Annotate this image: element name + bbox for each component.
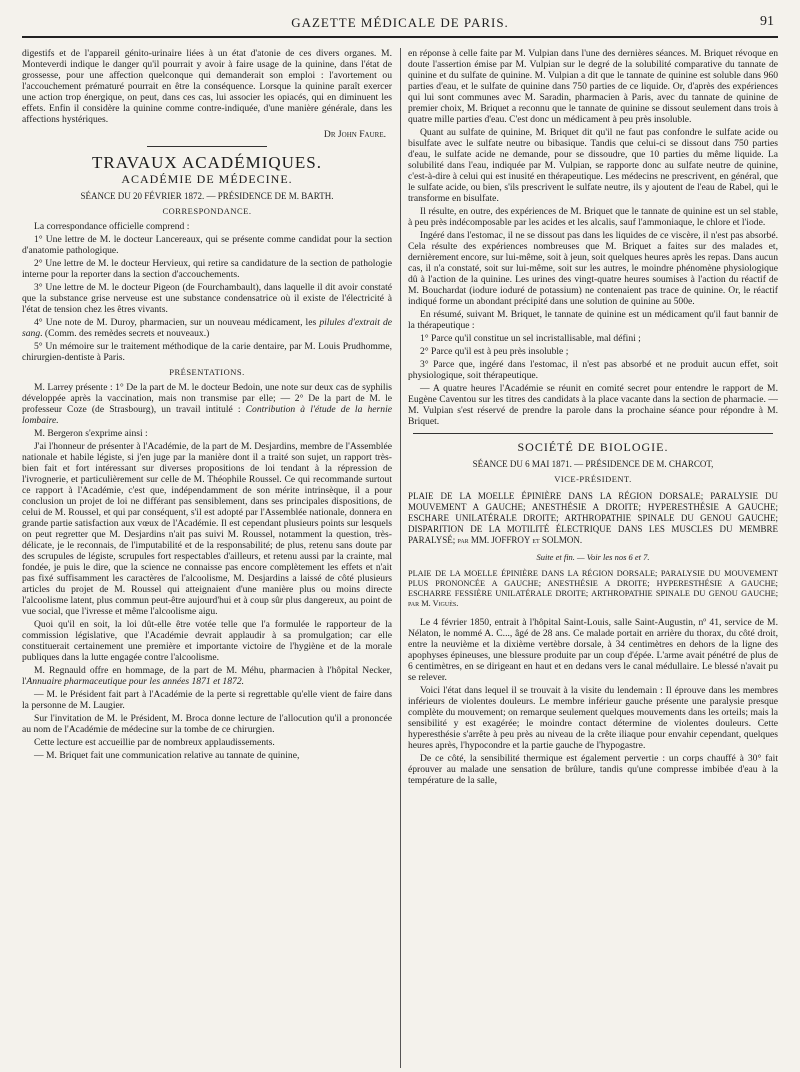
paragraph: en réponse à celle faite par M. Vulpian dans l'une des dernières séances. M. Briquet révoque en doute l'assertion émise par M. Vulpian sur le degré de la solubilité comparative du tannate de quinine et du sulfate de quinine. M. Vulpian a dit que le tannate de quinine est soluble dans 960 parties d'eau, et le sulfate de quinine dans 750 parties de ce liquide. Or, d'après des expériences qui lui sont communes avec M. Saradin, pharmacien à Paris, avec du tannate de quinine de premier choix, M. Briquet a reconnu que le tannate de quinine se dissout seulement dans trois à quatre mille parties d'eau. C'est donc un médicament à peu près insoluble. xyxy=(408,48,778,125)
paragraph: — A quatre heures l'Académie se réunit en comité secret pour entendre le rapport de M. Eugène Caventou sur les titres des candidats à la place vacante dans la section de pharmacie. — M. Vulpian s'est réservé de prendre la parole dans la prochaine séance pour répondre à M. Briquet. xyxy=(408,383,778,427)
divider xyxy=(413,433,773,434)
paragraph: 2° Une lettre de M. le docteur Hervieux, qui retire sa candidature de la section de pathologie interne pour la reporter dans la section d'accouchements. xyxy=(22,258,392,280)
italic-title: Contribution à l'étude de la hernie lombaire. xyxy=(22,404,392,426)
society-title: SOCIÉTÉ DE BIOLOGIE. xyxy=(517,440,669,454)
paragraph: Voici l'état dans lequel il se trouvait à la visite du lendemain : Il éprouve dans les membres inférieurs de violentes douleurs. Le membre inférieur gauche présente une paralysie presque complète du mouvement; on remarque seulement quelques mouvements dans les orteils; mais la sensibilité y est exagérée; le moindre contact détermine de violentes douleurs. Cette hyperesthésie s'arrête à peu près au niveau de la crête iliaque pour envahir cependant, quelques heures après, l'hypocondre et la partie gauche de l'hypogastre. xyxy=(408,685,778,751)
section-title: TRAVAUX ACADÉMIQUES. xyxy=(91,153,322,172)
paragraph: De ce côté, la sensibilité thermique est également pervertie : un corps chauffé à 30° fait éprouver au malade une sensation de brûlure, tandis qu'une compresse imbibée d'eau à la température de la salle, xyxy=(408,753,778,786)
paragraph: — M. Briquet fait une communication relative au tannate de quinine, xyxy=(34,750,300,761)
paragraph: 1° Une lettre de M. le docteur Lancereaux, qui se présente comme candidat pour la section d'anatomie pathologique. xyxy=(22,234,392,256)
paragraph: Sur l'invitation de M. le Président, M. Broca donne lecture de l'allocution qu'il a prononcée au nom de l'Académie de médecine sur la tombe de ce chirurgien. xyxy=(22,713,392,735)
paragraph: Ingéré dans l'estomac, il ne se dissout pas dans les liquides de ce viscère, il n'est pas absorbé. Cela résulte des expériences nombreuses que M. Briquet a faites sur des malades et, dernièrement encore, sur lui-même, soit à jeun, soit quelques heures après les repas. Dans aucun cas, il n'a constaté, soit sur lui-même, soit sur les autres, le moindre phénomène physiologique dû à l'action de la quinine. Les urines des vingt-quatre heures soumises à l'action du réactif de M. Bouchardat (iodure ioduré de potassium) ne contenaient pas trace de quinine. Or, le réactif indiqué forme un abondant précipité dans une solution de quinine au 500e. xyxy=(408,230,778,307)
paragraph: Le 4 février 1850, entrait à l'hôpital Saint-Louis, salle Saint-Augustin, nº 41, service de M. Nélaton, le nommé A. C..., âgé de 28 ans. Ce malade portait en arrière du thorax, du côté droit, entre la neuvième et la dixième vertèbre dorsale, à 34 centimètres en dehors de la ligne des apophyses épineuses, une blessure produite par un coup d'épée. L'arme avait pénétré de plus de 6 centimètres, en se dirigeant en haut et en dedans vers le canal médullaire. Le blessé n'avait pu se relever. xyxy=(408,617,778,683)
vice-president-line: VICE-PRÉSIDENT. xyxy=(554,474,632,484)
paragraph: La correspondance officielle comprend : xyxy=(34,221,190,232)
paragraph: Il résulte, en outre, des expériences de M. Briquet que le tannate de quinine est un sel stable, à peu près indécomposable par les acides et les alcalis, sauf l'ammoniaque, le chlore et l'iode. xyxy=(408,206,778,228)
paragraph: Quant au sulfate de quinine, M. Briquet dit qu'il ne faut pas confondre le sulfate acide ou bisulfate avec le sulfate neutre ou bibasique. Tandis que celui-ci se dissout dans 750 parties d'eau, le sulfate acide ne demande, pour se dissoudre, que 10 parties du même liquide. La solubilité dans l'eau, indiquée par M. Vulpian, se rapporte donc au sulfate neutre de quinine, c'est-à-dire à celui qui est inusité en thérapeutique. Les médecins ne prescrivent, en général, que le sulfate acide, ou bien, s'ils prescrivent le sulfate neutre, ils y ajoutent de l'eau de Rabel, qui le transforme en bisulfate. xyxy=(408,127,778,204)
case-title: PLAIE DE LA MOELLE ÉPINIÈRE DANS LA RÉGION DORSALE; PARALYSIE DU MOUVEMENT A GAUCHE; ANESTHÉSIE A DROITE; HYPERESTHÉSIE A GAUCHE; ESCHARE UNILATÉRALE DROITE; ARTHROPATHIE SPINALE DU GENOU GAUCHE; DISPARITION DE LA MOTILITÉ ÉLECTRIQUE DANS LES MUSCLES DU MEMBRE PARALYSÉ; par MM. JOFFROY et SOLMON. xyxy=(408,491,778,545)
presentations-heading: PRÉSENTATIONS. xyxy=(169,367,245,377)
text: M. Larrey présente : 1° De la part de M. le docteur Bedoin, une note sur deux cas de syphilis développée après la vaccination, mais non transmise par elle; — 2° De la part de M. le professeur Coze (de Strasbourg), un travail intitulé : xyxy=(22,382,392,415)
divider xyxy=(147,146,267,147)
paragraph xyxy=(22,382,392,426)
columns xyxy=(22,48,778,1068)
journal-title: GAZETTE MÉDICALE DE PARIS. xyxy=(291,15,509,30)
continuation-note: Suite et fin. — Voir les nos 6 et 7. xyxy=(536,552,650,562)
page-number: 91 xyxy=(760,14,774,29)
session-line: SÉANCE DU 20 FÉVRIER 1872. — PRÉSIDENCE DE M. BARTH. xyxy=(80,191,334,201)
paragraph: En résumé, suivant M. Briquet, le tannate de quinine est un médicament qu'il faut bannir de la thérapeutique : xyxy=(408,309,778,331)
italic-title: Annuaire pharmaceutique pour les années 1871 et 1872. xyxy=(26,676,245,687)
session-line: SÉANCE DU 6 MAI 1871. — PRÉSIDENCE DE M. CHARCOT, xyxy=(472,459,714,469)
text: . (Comm. des remèdes secrets et nouveaux.) xyxy=(40,328,210,339)
left-column xyxy=(22,48,392,1068)
paragraph: 3° Parce que, ingéré dans l'estomac, il n'est pas absorbé et ne produit aucun effet, soit physiologique, soit thérapeutique. xyxy=(408,359,778,381)
italic-title: pilules d'extrait de sang xyxy=(22,317,392,339)
case-subtitle: PLAIE DE LA MOELLE ÉPINIÈRE DANS LA RÉGION DORSALE; PARALYSIE DU MOUVEMENT PLUS PRONONCÉE A GAUCHE; ANESTHÉSIE A DROITE; HYPERESTHÉSIE A GAUCHE; ESCHARRE FESSIÈRE UNILATÉRALE DROITE; ARTHROPATHIE SPINALE DU GENOU GAUCHE; par M. Viguès. xyxy=(408,569,778,608)
paragraph: M. Bergeron s'exprime ainsi : xyxy=(34,428,148,439)
right-column xyxy=(408,48,778,1068)
text: M. Regnauld offre en hommage, de la part de M. Méhu, pharmacien à l'hôpital Necker, l' xyxy=(22,665,392,687)
page-header xyxy=(22,14,778,38)
paragraph: 1° Parce qu'il constitue un sel incristallisable, mal défini ; xyxy=(420,333,641,344)
paragraph: Quoi qu'il en soit, la loi dût-elle être votée telle que l'a formulée le rapporteur de la commission législative, que l'Académie devrait applaudir à sa promulgation; car elle constituerait certainement une première et importante victoire de l'hygiène et de la morale publiques dans la lutte engagée contre l'alcoolisme. xyxy=(22,619,392,663)
paragraph: Cette lecture est accueillie par de nombreux applaudissements. xyxy=(34,737,275,748)
paragraph xyxy=(22,665,392,687)
paragraph: — M. le Président fait part à l'Académie de la perte si regrettable qu'elle vient de faire dans la personne de M. Laugier. xyxy=(22,689,392,711)
paragraph: J'ai l'honneur de présenter à l'Académie, de la part de M. Desjardins, membre de l'Assemblée nationale et habile légiste, si j'en juge par la manière dont il a traité son sujet, un rapport très-bien fait et fort intéressant sur diverses propositions de loi tendant à la répression de l'ivrognerie, et particulièrement sur celle de M. Théophile Roussel. Ce qui recommande surtout ce rapport à l'Académie, c'est que, indépendamment de son mérite intrinsèque, il a pour conclusion un projet de loi ne différant pas sensiblement, dans ses principales dispositions, de celui de M. Roussel, et qui par conséquent, s'il est adopté par l'Assemblée nationale, donnera en grande partie satisfaction aux vœux de l'Académie. Il est cependant plusieurs points sur lesquels on peut regretter que M. Desjardins n'ait pas suivi M. Roussel, notamment la question, très-délicate, je le reconnais, de l'imputabilité et de la responsabilité; de plus, retenu sans doute par des scrupules de légiste, scrupules fort respectables d'ailleurs, et retenu aussi par la crainte, mal fondée, je puis le dire, que la science ne connaisse pas encore complètement les effets et n'ait pas fixé suffisamment les caractères de l'alcoolisme, M. Desjardins a laissé de côté plusieurs articles du projet de M. Roussel qui atteignaient d'une manière plus ou moins directe l'alcoolisme latent, plus commun peut-être aujourd'hui et à coup sûr plus dangereux, au point de vue social, que l'ivresse et même l'alcoolisme aigu. xyxy=(22,441,392,617)
paragraph: digestifs et de l'appareil génito-urinaire liées à un état d'atonie de ces divers organes. M. Monteverdi indique le danger qu'il pourrait y avoir à faire usage de la quinine, dans l'état de grossesse, pour une affection quelconque qui demanderait son emploi : l'avortement ou l'accouchement prématuré pourrait en être la conséquence. Lorsque la quinine paraît exercer une action trop énergique, on peut, dans ces cas, lui associer les opiacés, qui en diminuent les effets. Enfin il considère la quinine comme contre-indiquée, d'une manière générale, dans les affections hystériques. xyxy=(22,48,392,125)
paragraph: 5° Un mémoire sur le traitement méthodique de la carie dentaire, par M. Louis Prudhomme, chirurgien-dentiste à Paris. xyxy=(22,341,392,363)
paragraph: 3° Une lettre de M. le docteur Pigeon (de Fourchambault), dans laquelle il dit avoir constaté que la substance grise nerveuse est une substance condensatrice où il existe de l'électricité à l'état de tension chez les êtres vivants. xyxy=(22,282,392,315)
paragraph: 2° Parce qu'il est à peu près insoluble ; xyxy=(420,346,569,357)
column-rule xyxy=(400,48,401,1068)
paragraph xyxy=(22,317,392,339)
academy-title: ACADÉMIE DE MÉDECINE. xyxy=(121,172,293,186)
signature: Dr John Faure. xyxy=(323,129,386,140)
correspondance-heading: CORRESPONDANCE. xyxy=(162,206,252,216)
text: 4° Une note de M. Duroy, pharmacien, sur un nouveau médicament, les xyxy=(34,317,320,328)
